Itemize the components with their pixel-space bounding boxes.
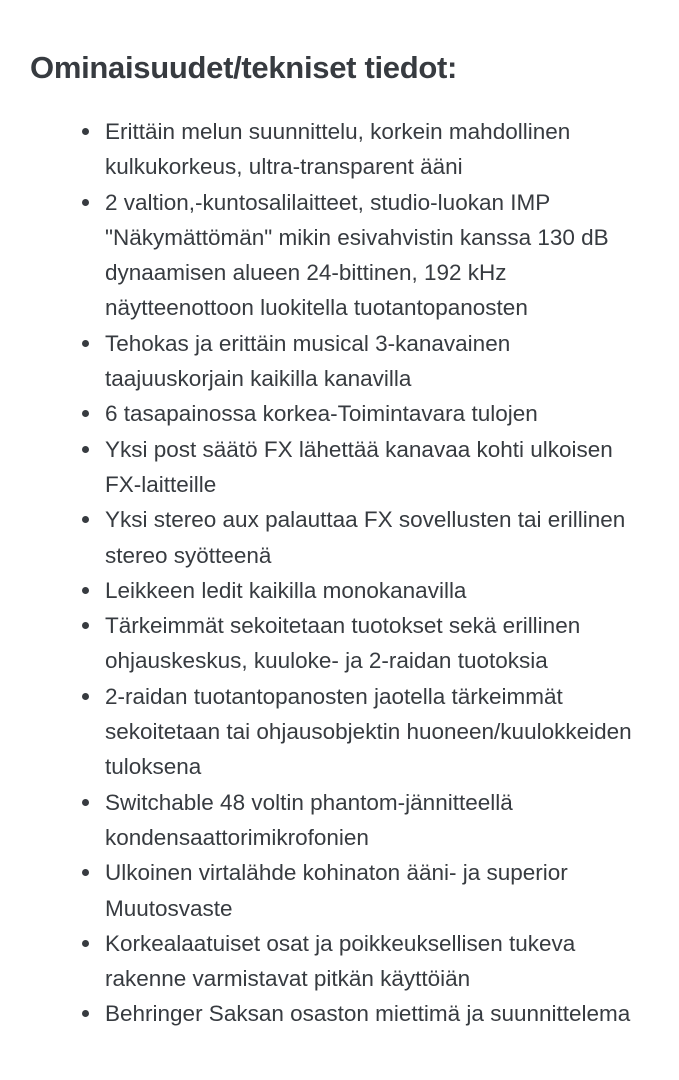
bullet-icon bbox=[82, 128, 89, 135]
list-item bbox=[30, 608, 650, 679]
list-item bbox=[30, 114, 650, 185]
bullet-icon bbox=[82, 587, 89, 594]
list-item-text: Leikkeen ledit kaikilla monokanavilla bbox=[105, 577, 467, 603]
list-item-text: Tehokas ja erittäin musical 3-kanavainen taajuuskorjain kaikilla kanavilla bbox=[105, 330, 511, 392]
bullet-icon bbox=[82, 199, 89, 206]
list-item-text: 2-raidan tuotantopanosten jaotella tärkeimmät sekoitetaan tai ohjausobjektin huoneen/kuulokkeiden tuloksena bbox=[105, 683, 632, 780]
bullet-icon bbox=[82, 340, 89, 347]
bullet-icon bbox=[82, 693, 89, 700]
bullet-icon bbox=[82, 410, 89, 417]
bullet-icon bbox=[82, 1010, 89, 1017]
list-item bbox=[30, 502, 650, 573]
bullet-icon bbox=[82, 869, 89, 876]
list-item-text: Yksi stereo aux palauttaa FX sovellusten tai erillinen stereo syötteenä bbox=[105, 507, 626, 568]
list-item bbox=[30, 396, 650, 431]
section-heading: Ominaisuudet/tekniset tiedot: bbox=[30, 50, 458, 85]
list-item-text: 2 valtion,-kuntosalilaitteet, studio-luokan IMP "Näkymättömän" mikin esivahvistin kanssa 130 dB dynaamisen alueen 24-bittinen, 192 kHz näytteenottoon luokitella tuotantopanosten bbox=[105, 189, 609, 321]
list-item-text: Korkealaatuiset osat ja poikkeuksellisen tukeva rakenne varmistavat pitkän käyttöiän bbox=[105, 930, 576, 992]
features-section bbox=[30, 48, 650, 1032]
list-item bbox=[30, 926, 650, 997]
bullet-icon bbox=[82, 516, 89, 523]
list-item-text: 6 tasapainossa korkea-Toimintavara tulojen bbox=[105, 401, 538, 427]
list-item bbox=[30, 432, 650, 503]
list-item bbox=[30, 855, 650, 926]
list-item bbox=[30, 996, 650, 1031]
list-item bbox=[30, 785, 650, 856]
list-item bbox=[30, 326, 650, 397]
list-item-text: Switchable 48 voltin phantom-jännitteellä kondensaattorimikrofonien bbox=[105, 789, 513, 850]
list-item bbox=[30, 679, 650, 785]
list-item-text: Tärkeimmät sekoitetaan tuotokset sekä erillinen ohjauskeskus, kuuloke- ja 2-raidan tuotoksia bbox=[105, 613, 581, 674]
list-item-text: Behringer Saksan osaston miettimä ja suunnittelema bbox=[105, 1001, 631, 1027]
features-list bbox=[30, 114, 650, 1032]
list-item-text: Erittäin melun suunnittelu, korkein mahdollinen kulkukorkeus, ultra-transparent ääni bbox=[105, 119, 571, 180]
list-item bbox=[30, 185, 650, 326]
list-item-text: Ulkoinen virtalähde kohinaton ääni- ja superior Muutosvaste bbox=[105, 860, 568, 921]
bullet-icon bbox=[82, 622, 89, 629]
list-item bbox=[30, 573, 650, 608]
list-item-text: Yksi post säätö FX lähettää kanavaa kohti ulkoisen FX-laitteille bbox=[105, 436, 613, 497]
bullet-icon bbox=[82, 446, 89, 453]
bullet-icon bbox=[82, 940, 89, 947]
bullet-icon bbox=[82, 799, 89, 806]
